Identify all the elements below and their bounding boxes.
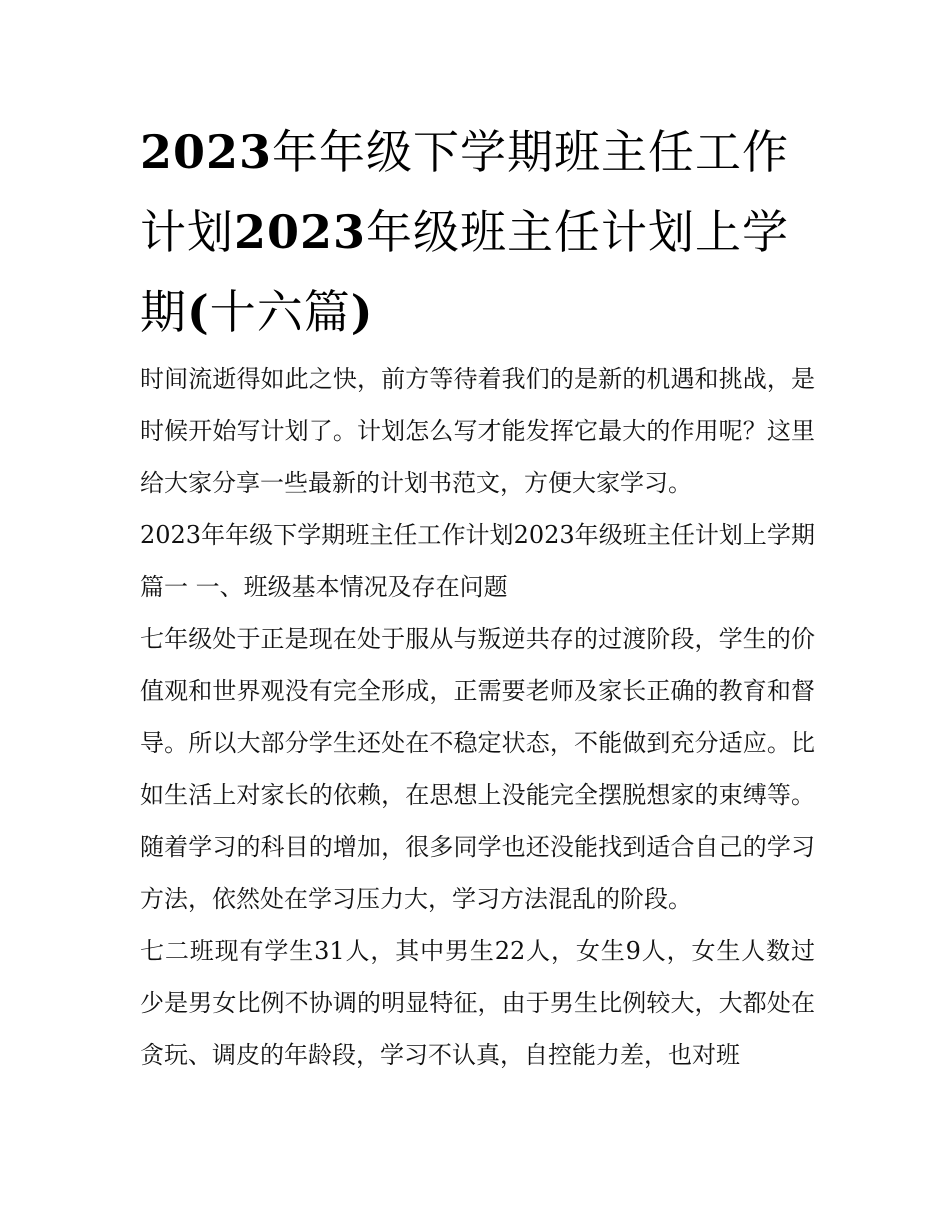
document-title: 2023年年级下学期班主任工作计划2023年级班主任计划上学期(十六篇) (140, 125, 790, 339)
paragraph-section-heading: 2023年年级下学期班主任工作计划2023年级班主任计划上学期篇一 一、班级基本情况及存在问题 (140, 521, 815, 601)
paragraph-intro: 时间流逝得如此之快，前方等待着我们的是新的机遇和挑战，是时候开始写计划了。计划怎么写才能发挥它最大的作用呢？这里给大家分享一些最新的计划书范文，方便大家学习。 (140, 365, 815, 497)
paragraph-class-stats: 七二班现有学生31人，其中男生22人，女生9人，女生人数过少是男女比例不协调的明显特征，由于男生比例较大，大都处在贪玩、调皮的年龄段，学习不认真，自控能力差，也对班 (140, 937, 815, 1069)
document-body (140, 353, 815, 1081)
paragraph-grade-situation: 七年级处于正是现在处于服从与叛逆共存的过渡阶段，学生的价值观和世界观没有完全形成，正需要老师及家长正确的教育和督导。所以大部分学生还处在不稳定状态，不能做到充分适应。比如生活上对家长的依赖，在思想上没能完全摆脱想家的束缚等。随着学习的科目的增加，很多同学也还没能找到适合自己的学习方法，依然处在学习压力大，学习方法混乱的阶段。 (140, 625, 815, 913)
